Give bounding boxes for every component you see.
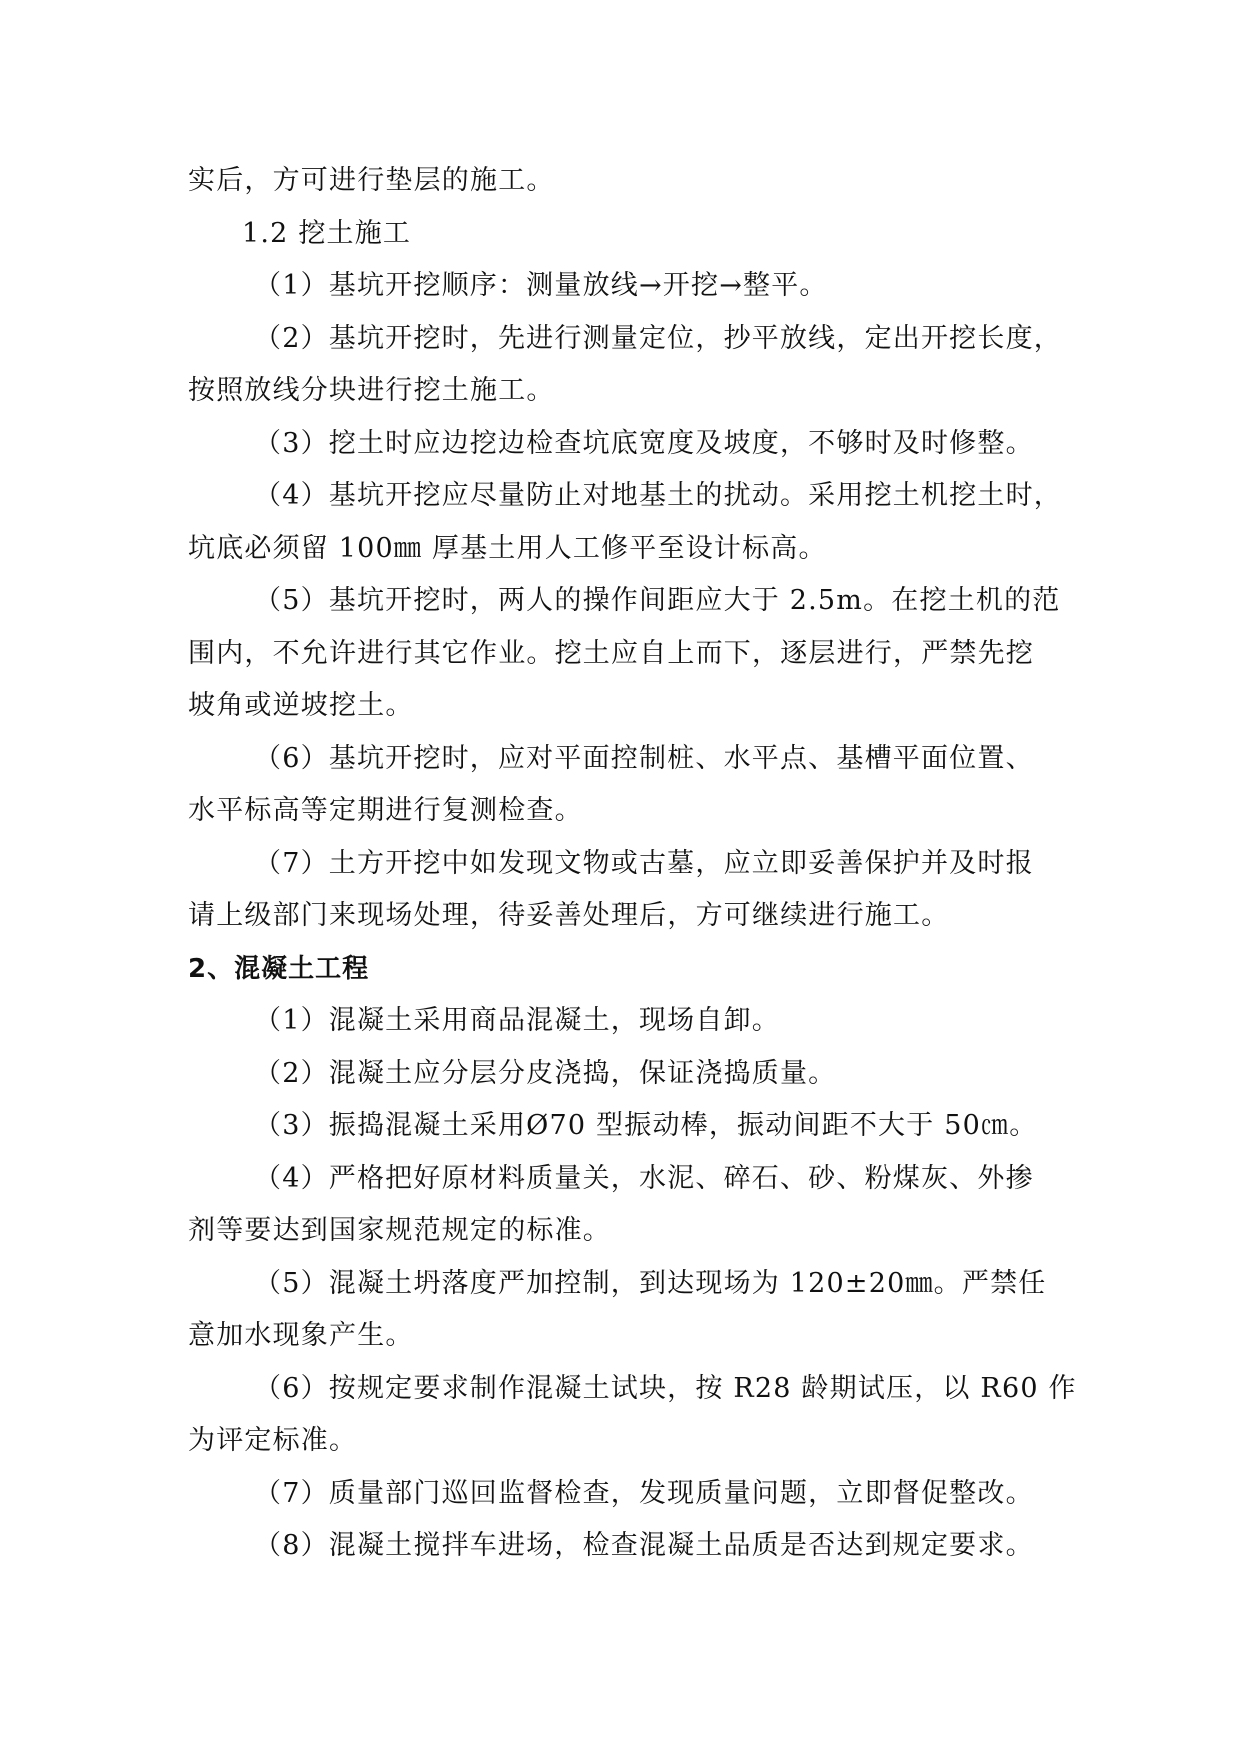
- paragraph-line: （3）振捣混凝土采用Ø70 型振动棒，振动间距不大于 50㎝。: [254, 1110, 1038, 1141]
- paragraph-line: （8）混凝土搅拌车进场，检查混凝土品质是否达到规定要求。: [254, 1530, 1034, 1561]
- section-heading-1-2: 1.2 挖土施工: [242, 217, 412, 249]
- paragraph-line: 请上级部门来现场处理，待妥善处理后，方可继续进行施工。: [188, 900, 950, 931]
- paragraph-line: （6）基坑开挖时，应对平面控制桩、水平点、基槽平面位置、: [254, 742, 1034, 774]
- paragraph-line: 坡角或逆坡挖土。: [188, 690, 414, 721]
- paragraph-line: 按照放线分块进行挖土施工。: [188, 375, 555, 406]
- paragraph-line: （4）严格把好原材料质量关，水泥、碎石、砂、粉煤灰、外掺: [254, 1162, 1034, 1194]
- paragraph-line: （5）基坑开挖时，两人的操作间距应大于 2.5m。在挖土机的范: [254, 585, 1061, 616]
- paragraph-line: 剂等要达到国家规范规定的标准。: [188, 1215, 611, 1246]
- paragraph-line: 坑底必须留 100㎜ 厚基土用人工修平至设计标高。: [188, 532, 827, 564]
- paragraph-line: 实后，方可进行垫层的施工。: [188, 165, 555, 196]
- paragraph-line: （3）挖土时应边挖边检查坑底宽度及坡度，不够时及时修整。: [254, 427, 1034, 459]
- document-body: [188, 155, 1077, 1573]
- paragraph-line: （5）混凝土坍落度严加控制，到达现场为 120±20㎜。严禁任: [254, 1267, 1047, 1299]
- paragraph-line: （6）按规定要求制作混凝土试块，按 R28 龄期试压，以 R60 作: [254, 1372, 1077, 1404]
- paragraph-line: （4）基坑开挖应尽量防止对地基土的扰动。采用挖土机挖土时，: [254, 480, 1062, 511]
- paragraph-line: （2）混凝土应分层分皮浇捣，保证浇捣质量。: [254, 1057, 837, 1089]
- paragraph-line: 为评定标准。: [188, 1425, 358, 1456]
- paragraph-line: 围内，不允许进行其它作业。挖土应自上而下，逐层进行，严禁先挖: [188, 637, 1034, 669]
- paragraph-line: （2）基坑开挖时，先进行测量定位，抄平放线，定出开挖长度，: [254, 322, 1062, 354]
- section-heading-2: 2、混凝土工程: [188, 953, 370, 984]
- paragraph-line: （1）基坑开挖顺序：测量放线→开挖→整平。: [254, 270, 828, 301]
- paragraph-line: （7）土方开挖中如发现文物或古墓，应立即妥善保护并及时报: [254, 847, 1034, 879]
- paragraph-line: （1）混凝土采用商品混凝土，现场自卸。: [254, 1005, 780, 1036]
- paragraph-line: 意加水现象产生。: [188, 1320, 414, 1351]
- paragraph-line: （7）质量部门巡回监督检查，发现质量问题，立即督促整改。: [254, 1477, 1034, 1509]
- paragraph-line: 水平标高等定期进行复测检查。: [188, 795, 583, 826]
